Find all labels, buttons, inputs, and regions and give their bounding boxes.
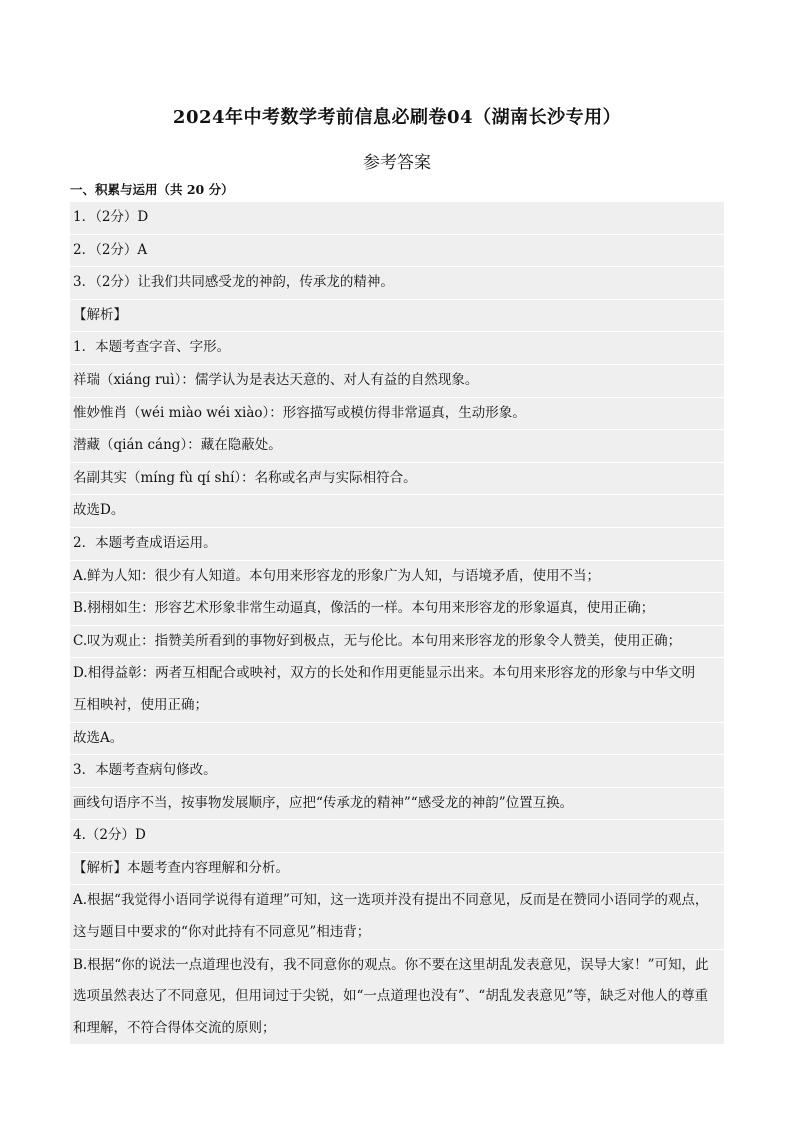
text-line: 这与题目中要求的“你对此持有不同意见”相违背； (73, 924, 371, 941)
section-heading: 一、积累与运用（共 20 分） (70, 182, 234, 197)
text-line: 互相映衬，使用正确； (73, 696, 208, 713)
answer-content (70, 202, 724, 1044)
text-line: 3．本题考查病句修改。 (70, 754, 724, 787)
text-line: C.叹为观止：指赞美所看到的事物好到极点，无与伦比。本句用来形容龙的形象令人赞美，使用正确； (70, 625, 724, 658)
text-line: A.鲜为人知：很少有人知道。本句用来形容龙的形象广为人知，与语境矛盾，使用不当； (70, 560, 724, 593)
text-line: 惟妙惟肖（wéi miào wéi xiào）：形容描写或模仿得非常逼真，生动形象。 (70, 397, 724, 430)
text-line: 2．（2分）A (70, 234, 724, 267)
text-line: 和理解，不符合得体交流的原则； (73, 1019, 276, 1036)
page-title: 2024年中考数学考前信息必刷卷04（湖南长沙专用） (172, 107, 622, 128)
text-line: D.相得益彰：两者互相配合或映衬，双方的长处和作用更能显示出来。本句用来形容龙的形象与中华文明 (70, 657, 724, 690)
text-line: 故选D。 (70, 494, 724, 527)
text-line: 潜藏（qián cáng）：藏在隐蔽处。 (70, 429, 724, 462)
page-subtitle: 参考答案 (363, 153, 431, 173)
text-line: 故选A。 (70, 722, 724, 755)
text-line: B.栩栩如生：形容艺术形象非常生动逼真，像活的一样。本句用来形容龙的形象逼真，使用正确； (70, 592, 724, 625)
text-line: 3．（2分）让我们共同感受龙的神韵，传承龙的精神。 (70, 266, 724, 299)
text-line: 1．（2分）D (73, 209, 149, 225)
text-line: 选项虽然表达了不同意见，但用词过于尖锐，如“一点道理也没有”、“胡乱发表意见”等，缺乏对他人的尊重 (73, 988, 709, 1005)
text-line: 1．本题考查字音、字形。 (70, 331, 724, 364)
text-line: 2．本题考查成语运用。 (70, 527, 724, 560)
text-line: 4.（2分）D (70, 819, 724, 852)
text-line: 祥瑞（xiáng ruì）：儒学认为是表达天意的、对人有益的自然现象。 (70, 364, 724, 397)
text-line: A.根据“我觉得小语同学说得有道理”可知，这一选项并没有提出不同意见，反而是在赞同小语同学的观点， (70, 884, 724, 917)
text-line: 名副其实（míng fù qí shí）：名称或名声与实际相符合。 (70, 462, 724, 495)
text-line: 【解析】本题考查内容理解和分析。 (70, 852, 724, 885)
text-line: B.根据“你的说法一点道理也没有，我不同意你的观点。你不要在这里胡乱发表意见，误导大家！”可知，此 (70, 949, 724, 982)
text-line: 画线句语序不当，按事物发展顺序，应把“传承龙的精神”“感受龙的神韵”位置互换。 (70, 787, 724, 820)
text-line: 【解析】 (70, 299, 724, 332)
